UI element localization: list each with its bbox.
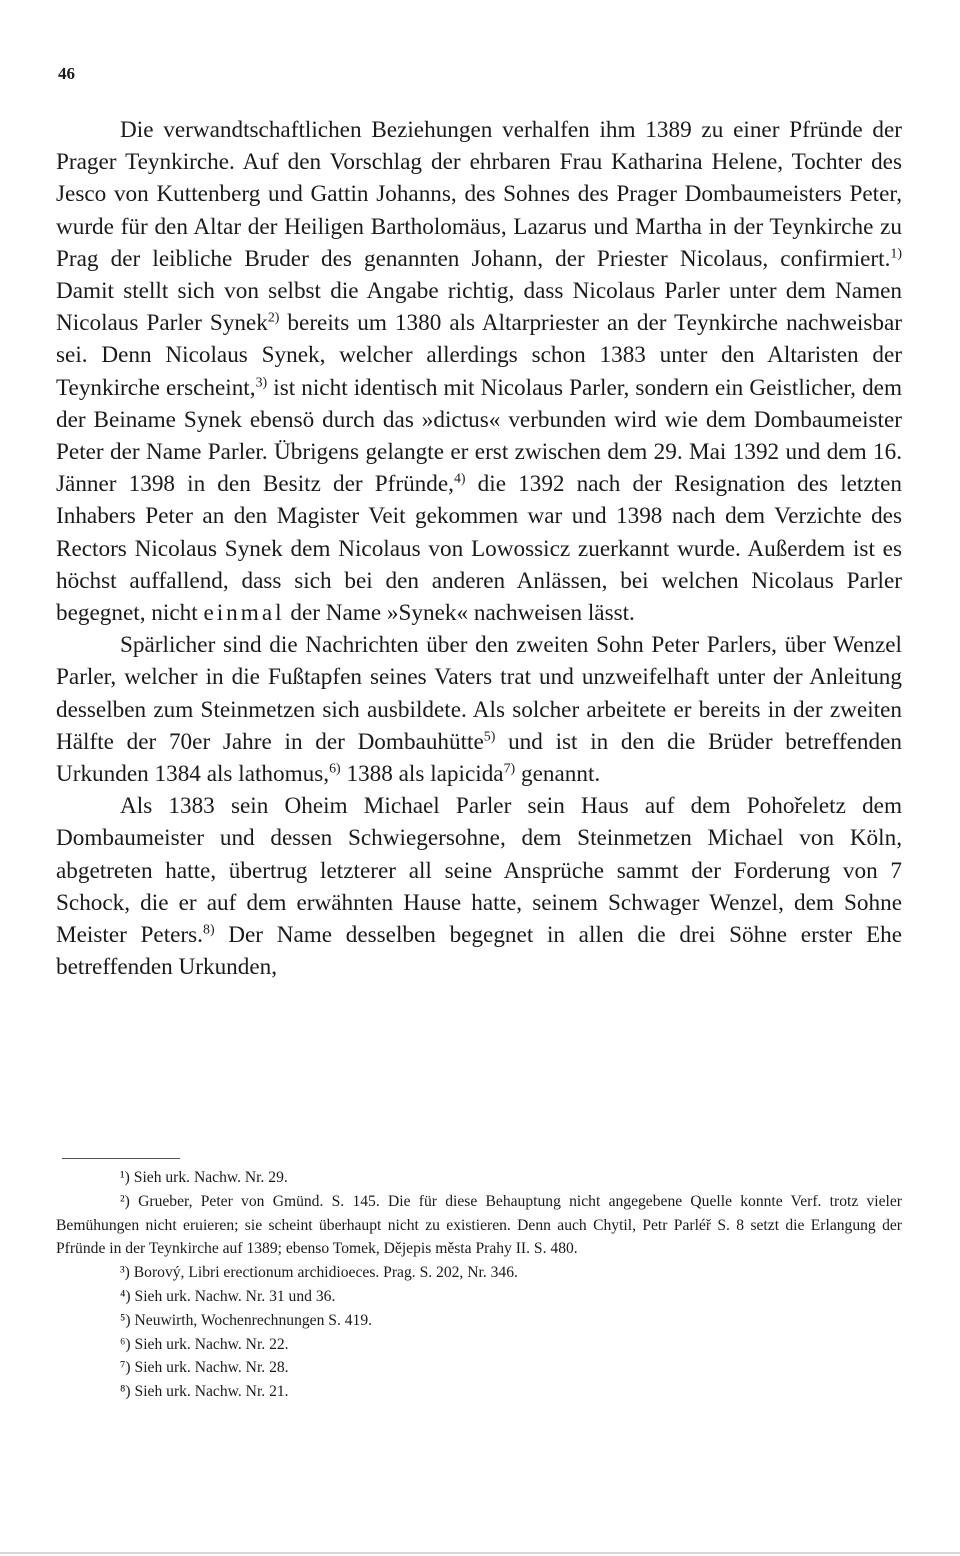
footnotes — [56, 1166, 902, 1404]
footnote-6: ⁶) Sieh urk. Nachw. Nr. 22. — [120, 1335, 289, 1353]
footnote-8: ⁸) Sieh urk. Nachw. Nr. 21. — [120, 1383, 289, 1401]
page-number: 46 — [58, 64, 75, 83]
footnote-ref-2: 2) — [267, 310, 280, 326]
footnote-2: ²) Grueber, Peter von Gmünd. S. 145. Die für diese Behauptung nicht angegebene Quelle konnte Verf. trotz vieler Bemühungen nicht eruieren; sie scheint überhaupt nicht zu existieren. Denn auch Chytil, Petr Parléř S. 8 setzt die Erlangung der Pfründe in der Teynkirche auf 1389; ebenso Tomek, Dějepis města Prahy II. S. 480. — [56, 1192, 902, 1258]
text-run: genannt. — [515, 761, 601, 788]
paragraph-1 — [56, 114, 902, 629]
text-run: und ist in den die Brüder betreffenden Urkunden 1384 als lathomus, — [56, 728, 902, 788]
text-run: Als 1383 sein Oheim Michael Parler sein Haus auf dem Pohořeletz dem Dombaumeister und dessen Schwiegersohne, dem Steinmetzen Michael von Köln, abgetreten hatte, übertrug letzterer all seine Ansprüche sammt der Forderung von 7 Schock, die er auf dem erwähnten Hause hatte, seinem Schwager Wenzel, dem Sohne Meister Peters. — [56, 793, 902, 949]
footnote-ref-5: 5) — [483, 729, 496, 745]
text-run: Damit stellt sich von selbst die Angabe richtig, dass Nicolaus Parler unter dem Namen Nicolaus Parler Synek — [56, 278, 902, 337]
text-run: Die verwandtschaftlichen Beziehungen verhalfen ihm 1389 zu einer Pfründe der Prager Teynkirche. Auf den Vorschlag der ehrbaren Frau Katharina Helene, Tochter des Jesco von Kuttenberg und Gattin Johanns, des Sohnes des Prager Dombaumeisters Peter, wurde für den Altar der Heiligen Bartholomäus, Lazarus und Martha in der Teynkirche zu Prag der leibliche Bruder des genannten Johann, der Priester Nicolaus, confirmiert. — [56, 117, 902, 272]
page-bottom-edge — [0, 1552, 960, 1554]
text-run: bereits um 1380 als Altarpriester an der Teynkirche nachweisbar sei. Denn Nicolaus Synek, welcher allerdings schon 1383 unter den Altaristen der Teynkirche erscheint, — [56, 310, 902, 401]
text-run: ist nicht identisch mit Nicolaus Parler, sondern ein Geistlicher, dem der Beiname Synek ebensö durch das »dictus« verbunden wird wie dem Dombaumeister Peter der Name Parler. Übrigens gelangte er erst zwischen dem 29. Mai 1392 und dem 16. Jänner 1398 in den Besitz der Pfründe, — [56, 374, 903, 498]
footnote-ref-4: 4) — [453, 471, 466, 487]
footnote-7: ⁷) Sieh urk. Nachw. Nr. 28. — [120, 1359, 289, 1377]
footnote-ref-6: 6) — [329, 761, 341, 777]
footnote-ref-7: 7) — [503, 761, 516, 777]
footnote-ref-8: 8) — [202, 922, 215, 938]
paragraph-3 — [56, 790, 902, 983]
text-run: der Name »Synek« nachweisen lässt. — [284, 600, 635, 627]
spaced-emphasis: einmal — [203, 600, 285, 627]
text-run: Spärlicher sind die Nachrichten über den zweiten Sohn Peter Parlers, über Wenzel Parler, welcher in die Fußtapfen seines Vaters trat und unzweifelhaft unter der Anleitung desselben zum Steinmetzen sich ausbildete. Als solcher arbeitete er bereits in der zweiten Hälfte der 70er Jahre in der Dombauhütte — [56, 632, 902, 755]
footnote-separator — [62, 1158, 180, 1159]
footnote-4: ⁴) Sieh urk. Nachw. Nr. 31 und 36. — [120, 1287, 336, 1305]
paragraph-2 — [56, 629, 902, 790]
text-run: 1388 als lapicida — [340, 761, 504, 788]
footnote-1: ¹) Sieh urk. Nachw. Nr. 29. — [120, 1169, 288, 1186]
text-run: Der Name desselben begegnet in allen die drei Söhne erster Ehe betreffenden Urkunden, — [56, 922, 903, 981]
footnote-ref-3: 3) — [255, 375, 268, 391]
footnote-5: ⁵) Neuwirth, Wochenrechnungen S. 419. — [120, 1311, 373, 1329]
text-run: die 1392 nach der Resignation des letzten Inhabers Peter an den Magister Veit gekommen war und 1398 nach dem Verzichte des Rectors Nicolaus Synek dem Nicolaus von Lowossicz zuerkannt wurde. Außerdem ist es höchst auffallend, dass sich bei den anderen Anlässen, bei welchen Nicolaus Parler begegnet, nicht — [56, 471, 902, 627]
main-text — [56, 114, 902, 983]
footnote-ref-1: 1) — [890, 246, 902, 262]
footnote-3: ³) Borový, Libri erectionum archidioeces. Prag. S. 202, Nr. 346. — [120, 1264, 518, 1282]
